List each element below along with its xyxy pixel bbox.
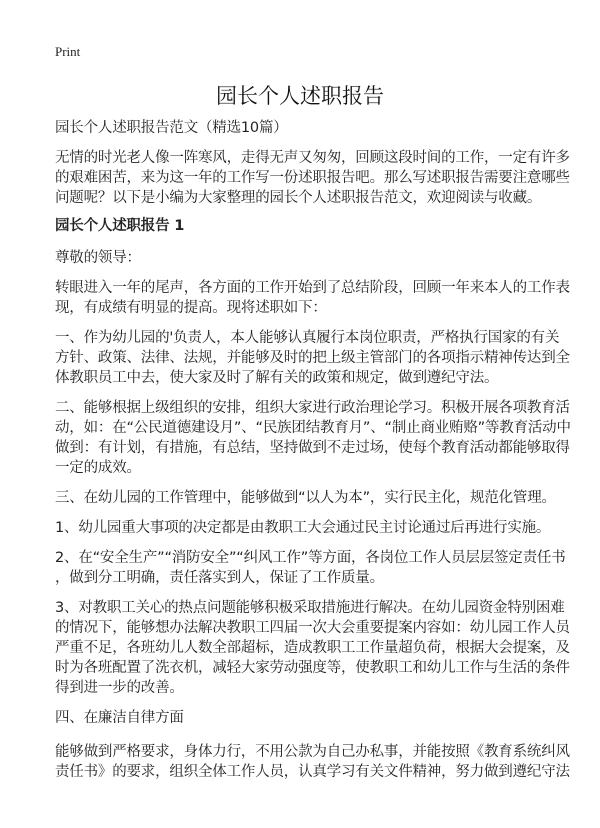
text-line: 四、在廉洁自律方面	[55, 710, 184, 726]
text-line: 时为各班配置了洗衣机，减轻大家劳动强度等，使教职工和幼儿工作与生活的条件	[55, 660, 570, 676]
text-line: 3、对教职工关心的热点问题能够积极采取措施进行解决。在幼儿园资金特别困难	[55, 600, 565, 616]
text-line: 体教职员工中去，使大家及时了解有关的政策和规定，做到遵纪守法。	[55, 370, 499, 386]
text-line: 的艰难困苦，来为这一年的工作写一份述职报告吧。那么写述职报告需要注意哪些	[55, 170, 570, 186]
paragraph	[55, 398, 571, 478]
page-title: 园长个人述职报告	[216, 84, 384, 108]
text-line: 无情的时光老人像一阵寒风，走得无声又匆匆，回顾这段时间的工作，一定有许多	[55, 150, 570, 166]
paragraph	[55, 518, 550, 538]
text-line: 动，如：在“公民道德建设月”、“民族团结教育月”、“制止商业贿赂”等教育活动中	[55, 420, 571, 436]
subtitle: 园长个人述职报告范文（精选10篇）	[55, 120, 288, 136]
salutation: 尊敬的领导：	[55, 250, 141, 266]
paragraph	[55, 328, 570, 388]
paragraph	[55, 278, 570, 318]
paragraph	[55, 598, 570, 698]
text-line: 三、在幼儿园的工作管理中，能够做到“以人为本”，实行民主化，规范化管理。	[55, 490, 556, 506]
text-line: 一、作为幼儿园的'负责人，本人能够认真履行本岗位职责，严格执行国家的有关	[55, 330, 560, 346]
text-line: 2、在“安全生产”“消防安全”“纠风工作”等方面，各岗位工作人员层层签定责任书	[55, 550, 566, 566]
text-line: 一定的成效。	[55, 460, 141, 476]
text-line: 得到进一步的改善。	[55, 680, 184, 696]
text-line: 问题呢？以下是小编为大家整理的园长个人述职报告范文，欢迎阅读与收藏。	[55, 190, 542, 206]
paragraph	[55, 488, 556, 508]
text-line: 能够做到严格要求，身体力行，不用公款为自己办私事，并能按照《教育系统纠风	[55, 744, 570, 760]
text-line: ，做到分工明确，责任落实到人，保证了工作质量。	[55, 570, 384, 586]
text-line: 责任书》的要求，组织全体工作人员，认真学习有关文件精神，努力做到遵纪守法	[55, 764, 570, 780]
text-line: 二、能够根据上级组织的安排，组织大家进行政治理论学习。积极开展各项教育活	[55, 400, 570, 416]
text-line: 严重不足，各班幼儿人数全部超标，造成教职工工作量超负荷，根据大会提案，及	[55, 640, 570, 656]
paragraph	[55, 708, 184, 728]
text-line: 1、幼儿园重大事项的决定都是由教职工大会通过民主讨论通过后再进行实施。	[55, 520, 551, 536]
intro-paragraph	[55, 148, 570, 208]
section-heading: 园长个人述职报告 1	[55, 218, 185, 234]
text-line: 方针、政策、法律、法规，并能够及时的把上级主管部门的各项指示精神传达到全	[55, 350, 570, 366]
print-link[interactable]: Print	[55, 44, 81, 59]
text-line: 现，有成绩有明显的提高。现将述职如下：	[55, 300, 327, 316]
paragraph	[55, 742, 570, 782]
text-line: 的情况下，能够想办法解决教职工四届一次大会重要提案内容如：幼儿园工作人员	[55, 620, 570, 636]
text-line: 做到：有计划，有措施，有总结，坚持做到不走过场，使每个教育活动都能够取得	[55, 440, 570, 456]
paragraph	[55, 548, 566, 588]
text-line: 转眼进入一年的尾声，各方面的工作开始到了总结阶段，回顾一年来本人的工作表	[55, 280, 570, 296]
